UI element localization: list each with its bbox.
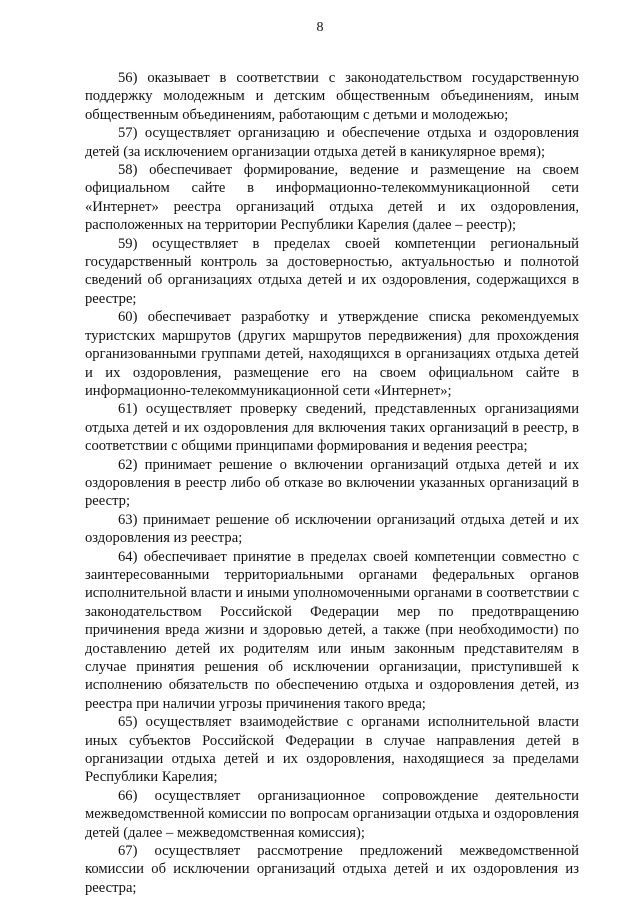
paragraph-62: 62) принимает решение о включении организаций отдыха детей и их оздоровления в реестр либо об отказе во включении указанных организаций в реестр; <box>85 456 579 510</box>
paragraph-57: 57) осуществляет организацию и обеспечение отдыха и оздоровления детей (за исключением организации отдыха детей в каникулярное время); <box>85 125 579 160</box>
paragraph-66: 66) осуществляет организационное сопровождение деятельности межведомственной комиссии по вопросам организации отдыха и оздоровления детей (далее – межведомственная комиссия); <box>85 787 579 841</box>
paragraph-59: 59) осуществляет в пределах своей компетенции региональный государственный контроль за достоверностью, актуальностью и полнотой сведений об организациях отдыха детей и их оздоровления, содержащихся в реестре; <box>85 235 579 307</box>
paragraph-63: 63) принимает решение об исключении организаций отдыха детей и их оздоровления из реестра; <box>85 511 579 547</box>
document-body <box>85 69 579 897</box>
paragraph-58: 58) обеспечивает формирование, ведение и размещение на своем официальном сайте в информационно-телекоммуникационной сети «Интернет» реестра организаций отдыха детей и их оздоровления, расположенных на территории Республики Карелия (далее – реестр); <box>85 162 579 234</box>
page-number: 8 <box>316 20 324 35</box>
paragraph-67: 67) осуществляет рассмотрение предложений межведомственной комиссии об исключении организаций отдыха детей и их оздоровления из реестра; <box>85 843 579 896</box>
paragraph-60: 60) обеспечивает разработку и утверждение списка рекомендуемых туристских маршрутов (других маршрутов передвижения) для прохождения организованными группами детей, находящихся в организациях отдыха детей и их оздоровления, размещение его на своем официальном сайте в информационно-телекоммуникационной сети «Интернет»; <box>85 309 579 399</box>
paragraph-61: 61) осуществляет проверку сведений, представленных организациями отдыха детей и их оздоровления для включения таких организаций в реестр, в соответствии с общими принципами формирования и ведения реестра; <box>85 401 579 455</box>
paragraph-64: 64) обеспечивает принятие в пределах своей компетенции совместно с заинтересованными территориальными органами федеральных органов исполнительной власти и иными уполномоченными органами в соответствии с законодательством Российской Федерации мер по предотвращению причинения вреда жизни и здоровью детей, а также (при необходимости) по доставлению детей их родителям или иным законным представителям в случае принятия решения об исключении организации, приступившей к исполнению обязательств по обеспечению отдыха и оздоровления детей, из реестра при наличии угрозы причинения такого вреда; <box>85 548 579 712</box>
paragraph-56: 56) оказывает в соответствии с законодательством государственную поддержку молодежным и детским общественным объединениям, иным общественным объединениям, работающим с детьми и молодежью; <box>85 70 579 123</box>
paragraph-65: 65) осуществляет взаимодействие с органами исполнительной власти иных субъектов Российской Федерации в случае направления детей в организации отдыха детей и их оздоровления, находящиеся за пределами Республики Карелия; <box>85 714 579 786</box>
